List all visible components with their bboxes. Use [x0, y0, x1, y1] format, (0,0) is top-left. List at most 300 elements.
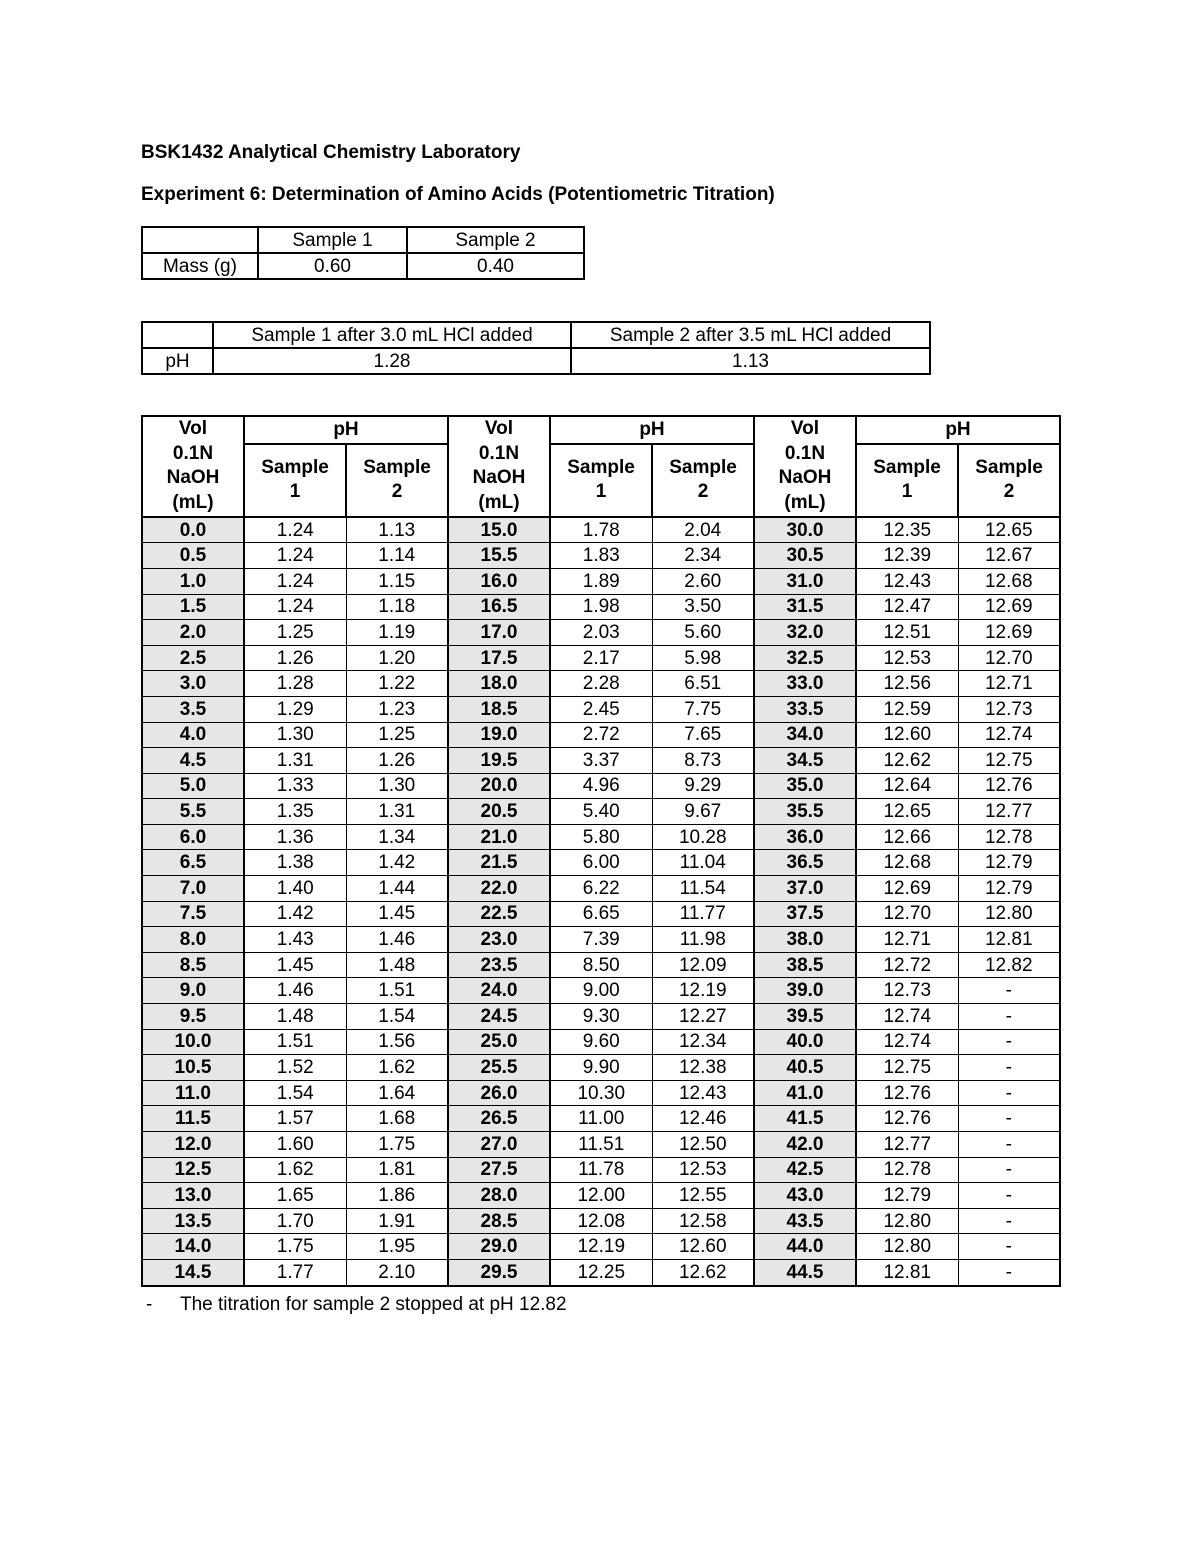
ph-sample-2-cell-block-1: 1.48	[346, 952, 448, 978]
ph-sample-2-cell-block-1: 1.91	[346, 1208, 448, 1234]
ph-sample-2-cell-block-3: 12.77	[958, 799, 1060, 825]
ph-sample-1-cell-block-3: 12.76	[856, 1106, 958, 1132]
table-row	[142, 824, 1060, 850]
table-row	[142, 1055, 1060, 1081]
vol-cell-block-2: 17.0	[448, 620, 550, 646]
ph-sample-2-cell-block-2: 2.04	[652, 517, 754, 543]
vol-cell-block-1: 14.5	[142, 1259, 244, 1285]
vol-cell-block-3: 38.5	[754, 952, 856, 978]
ph-sample-1-cell-block-2: 2.45	[550, 696, 652, 722]
ph-sample-2-cell-block-3: -	[958, 1055, 1060, 1081]
vol-cell-block-1: 12.5	[142, 1157, 244, 1183]
vol-cell-block-3: 35.0	[754, 773, 856, 799]
ph-sample-1-cell-block-3: 12.77	[856, 1132, 958, 1158]
vol-cell-block-3: 30.5	[754, 543, 856, 569]
vol-cell-block-3: 31.0	[754, 568, 856, 594]
vol-cell-block-1: 9.0	[142, 978, 244, 1004]
vol-cell-block-3: 30.0	[754, 517, 856, 543]
ph-sample-2-cell-block-2: 5.60	[652, 620, 754, 646]
ph-sample-1-cell-block-1: 1.35	[244, 799, 346, 825]
vol-cell-block-1: 9.5	[142, 1004, 244, 1030]
ph-sample-1-cell-block-2: 12.19	[550, 1234, 652, 1260]
ph-sample-1-cell-block-1: 1.52	[244, 1055, 346, 1081]
titration-table	[141, 415, 1061, 1287]
ph-sample-2-cell-block-1: 1.54	[346, 1004, 448, 1030]
vol-cell-block-1: 6.5	[142, 850, 244, 876]
ph-sample-1-cell-block-1: 1.75	[244, 1234, 346, 1260]
ph-sample-2-cell-block-3: 12.75	[958, 748, 1060, 774]
vol-cell-block-2: 21.5	[448, 850, 550, 876]
ph-sample-2-cell-block-3: 12.69	[958, 594, 1060, 620]
ph-sample-2-cell-block-3: 12.81	[958, 927, 1060, 953]
sample-2-header-block-1: Sample 2	[346, 444, 448, 517]
ph-sample-1-cell-block-2: 6.22	[550, 876, 652, 902]
ph-sample-2-cell-block-1: 1.81	[346, 1157, 448, 1183]
ph-sample-2-cell-block-2: 9.67	[652, 799, 754, 825]
ph-sample-2-cell-block-3: 12.68	[958, 568, 1060, 594]
ph-sample-1-cell-block-2: 1.89	[550, 568, 652, 594]
document-title: BSK1432 Analytical Chemistry Laboratory	[141, 142, 521, 163]
vol-cell-block-3: 44.0	[754, 1234, 856, 1260]
ph-sample-1-cell-block-2: 7.39	[550, 927, 652, 953]
vol-cell-block-1: 5.5	[142, 799, 244, 825]
ph-sample-2-cell-block-3: -	[958, 1259, 1060, 1285]
table-row	[142, 517, 1060, 543]
ph-sample-1-cell-block-3: 12.39	[856, 543, 958, 569]
vol-cell-block-2: 28.0	[448, 1183, 550, 1209]
vol-cell-block-3: 44.5	[754, 1259, 856, 1285]
ph-sample-1-cell-block-2: 12.08	[550, 1208, 652, 1234]
ph-sample-2-cell-block-1: 1.51	[346, 978, 448, 1004]
ph-sample-2-cell-block-3: 12.65	[958, 517, 1060, 543]
table-row	[142, 1208, 1060, 1234]
ph-sample-2-cell-block-2: 10.28	[652, 824, 754, 850]
initial-ph-value-sample-2: 1.13	[571, 348, 930, 374]
ph-sample-1-cell-block-3: 12.68	[856, 850, 958, 876]
vol-header-block-3: Vol 0.1N NaOH (mL)	[754, 416, 856, 517]
vol-cell-block-1: 7.5	[142, 901, 244, 927]
ph-sample-1-cell-block-1: 1.51	[244, 1029, 346, 1055]
ph-sample-2-cell-block-1: 1.25	[346, 722, 448, 748]
ph-sample-2-cell-block-3: 12.73	[958, 696, 1060, 722]
table-row	[142, 901, 1060, 927]
sample-2-header-block-2: Sample 2	[652, 444, 754, 517]
vol-cell-block-2: 19.0	[448, 722, 550, 748]
ph-sample-2-cell-block-1: 1.26	[346, 748, 448, 774]
initial-ph-value-sample-1: 1.28	[213, 348, 571, 374]
table-row	[142, 696, 1060, 722]
initial-ph-header-sample-2: Sample 2 after 3.5 mL HCl added	[571, 322, 930, 348]
vol-cell-block-3: 43.5	[754, 1208, 856, 1234]
ph-sample-1-cell-block-2: 2.03	[550, 620, 652, 646]
vol-cell-block-2: 15.0	[448, 517, 550, 543]
ph-sample-1-cell-block-3: 12.78	[856, 1157, 958, 1183]
ph-sample-2-cell-block-2: 12.38	[652, 1055, 754, 1081]
ph-sample-1-cell-block-3: 12.53	[856, 645, 958, 671]
ph-sample-1-cell-block-2: 2.72	[550, 722, 652, 748]
vol-cell-block-1: 7.0	[142, 876, 244, 902]
vol-cell-block-3: 37.0	[754, 876, 856, 902]
ph-sample-1-cell-block-2: 1.83	[550, 543, 652, 569]
table-row	[142, 1029, 1060, 1055]
mass-value-sample-1: 0.60	[258, 253, 407, 279]
table-row	[142, 645, 1060, 671]
vol-cell-block-2: 29.5	[448, 1259, 550, 1285]
ph-sample-1-cell-block-1: 1.30	[244, 722, 346, 748]
vol-cell-block-3: 34.5	[754, 748, 856, 774]
ph-sample-1-cell-block-3: 12.75	[856, 1055, 958, 1081]
ph-sample-1-cell-block-2: 1.98	[550, 594, 652, 620]
ph-sample-2-cell-block-2: 12.50	[652, 1132, 754, 1158]
ph-sample-2-cell-block-1: 1.22	[346, 671, 448, 697]
ph-sample-2-cell-block-3: 12.74	[958, 722, 1060, 748]
table-row	[142, 799, 1060, 825]
ph-sample-2-cell-block-2: 11.77	[652, 901, 754, 927]
ph-sample-2-cell-block-2: 2.60	[652, 568, 754, 594]
ph-sample-1-cell-block-1: 1.65	[244, 1183, 346, 1209]
vol-cell-block-1: 13.0	[142, 1183, 244, 1209]
ph-sample-1-cell-block-3: 12.80	[856, 1234, 958, 1260]
ph-sample-1-cell-block-2: 2.17	[550, 645, 652, 671]
table-row	[142, 1080, 1060, 1106]
ph-sample-1-cell-block-2: 5.80	[550, 824, 652, 850]
table-row	[142, 1157, 1060, 1183]
ph-sample-1-cell-block-1: 1.24	[244, 517, 346, 543]
mass-table-row-label: Mass (g)	[142, 253, 258, 279]
vol-cell-block-2: 26.0	[448, 1080, 550, 1106]
ph-sample-2-cell-block-2: 6.51	[652, 671, 754, 697]
ph-sample-2-cell-block-2: 11.54	[652, 876, 754, 902]
ph-sample-1-cell-block-1: 1.29	[244, 696, 346, 722]
vol-cell-block-1: 12.0	[142, 1132, 244, 1158]
ph-sample-1-cell-block-2: 4.96	[550, 773, 652, 799]
ph-sample-2-cell-block-3: 12.67	[958, 543, 1060, 569]
initial-ph-row-label: pH	[142, 348, 213, 374]
ph-header-block-2: pH	[550, 416, 754, 444]
ph-sample-1-cell-block-2: 6.65	[550, 901, 652, 927]
ph-sample-1-cell-block-2: 8.50	[550, 952, 652, 978]
table-row	[142, 850, 1060, 876]
ph-sample-2-cell-block-3: 12.79	[958, 850, 1060, 876]
ph-sample-2-cell-block-2: 3.50	[652, 594, 754, 620]
ph-sample-2-cell-block-2: 7.75	[652, 696, 754, 722]
ph-sample-2-cell-block-1: 1.13	[346, 517, 448, 543]
ph-header-block-3: pH	[856, 416, 1060, 444]
ph-sample-1-cell-block-3: 12.51	[856, 620, 958, 646]
ph-sample-2-cell-block-1: 1.18	[346, 594, 448, 620]
vol-cell-block-3: 39.0	[754, 978, 856, 1004]
initial-ph-table	[141, 321, 931, 375]
ph-sample-2-cell-block-3: 12.70	[958, 645, 1060, 671]
ph-sample-1-cell-block-1: 1.28	[244, 671, 346, 697]
ph-sample-2-cell-block-3: -	[958, 1157, 1060, 1183]
ph-sample-2-cell-block-2: 12.19	[652, 978, 754, 1004]
vol-cell-block-2: 29.0	[448, 1234, 550, 1260]
ph-sample-1-cell-block-3: 12.56	[856, 671, 958, 697]
ph-sample-2-cell-block-3: -	[958, 1183, 1060, 1209]
vol-cell-block-3: 39.5	[754, 1004, 856, 1030]
ph-sample-1-cell-block-1: 1.36	[244, 824, 346, 850]
ph-sample-2-cell-block-2: 12.46	[652, 1106, 754, 1132]
ph-sample-1-cell-block-3: 12.72	[856, 952, 958, 978]
vol-cell-block-2: 27.5	[448, 1157, 550, 1183]
vol-cell-block-1: 10.5	[142, 1055, 244, 1081]
vol-cell-block-1: 3.5	[142, 696, 244, 722]
ph-sample-2-cell-block-3: -	[958, 1132, 1060, 1158]
ph-sample-2-cell-block-1: 1.20	[346, 645, 448, 671]
ph-sample-1-cell-block-3: 12.73	[856, 978, 958, 1004]
initial-ph-header-row	[142, 322, 930, 348]
ph-sample-2-cell-block-2: 11.04	[652, 850, 754, 876]
vol-cell-block-1: 11.5	[142, 1106, 244, 1132]
ph-sample-1-cell-block-3: 12.59	[856, 696, 958, 722]
ph-sample-2-cell-block-3: 12.76	[958, 773, 1060, 799]
ph-sample-2-cell-block-3: -	[958, 978, 1060, 1004]
vol-cell-block-3: 32.5	[754, 645, 856, 671]
vol-cell-block-3: 42.5	[754, 1157, 856, 1183]
vol-cell-block-2: 17.5	[448, 645, 550, 671]
table-row	[142, 978, 1060, 1004]
ph-sample-1-cell-block-3: 12.76	[856, 1080, 958, 1106]
ph-sample-1-cell-block-3: 12.47	[856, 594, 958, 620]
mass-table-corner	[142, 227, 258, 253]
vol-cell-block-1: 1.0	[142, 568, 244, 594]
ph-sample-1-cell-block-1: 1.24	[244, 543, 346, 569]
vol-cell-block-1: 2.0	[142, 620, 244, 646]
ph-sample-1-cell-block-1: 1.24	[244, 594, 346, 620]
sample-1-header-block-1: Sample 1	[244, 444, 346, 517]
vol-cell-block-3: 32.0	[754, 620, 856, 646]
ph-sample-1-cell-block-3: 12.35	[856, 517, 958, 543]
ph-sample-1-cell-block-3: 12.65	[856, 799, 958, 825]
ph-sample-2-cell-block-3: -	[958, 1208, 1060, 1234]
footnote	[146, 1294, 567, 1316]
vol-cell-block-2: 15.5	[448, 543, 550, 569]
ph-sample-1-cell-block-3: 12.64	[856, 773, 958, 799]
vol-cell-block-2: 19.5	[448, 748, 550, 774]
ph-sample-1-cell-block-2: 11.00	[550, 1106, 652, 1132]
table-row	[142, 927, 1060, 953]
ph-sample-1-cell-block-2: 9.60	[550, 1029, 652, 1055]
table-row	[142, 1183, 1060, 1209]
ph-sample-1-cell-block-3: 12.69	[856, 876, 958, 902]
vol-cell-block-2: 20.5	[448, 799, 550, 825]
vol-cell-block-3: 41.0	[754, 1080, 856, 1106]
ph-sample-1-cell-block-1: 1.25	[244, 620, 346, 646]
ph-sample-2-cell-block-2: 12.27	[652, 1004, 754, 1030]
vol-cell-block-1: 2.5	[142, 645, 244, 671]
ph-sample-2-cell-block-1: 1.15	[346, 568, 448, 594]
ph-sample-1-cell-block-3: 12.62	[856, 748, 958, 774]
vol-cell-block-2: 16.0	[448, 568, 550, 594]
ph-sample-2-cell-block-1: 1.75	[346, 1132, 448, 1158]
ph-sample-2-cell-block-1: 1.31	[346, 799, 448, 825]
ph-sample-1-cell-block-2: 12.25	[550, 1259, 652, 1285]
table-row	[142, 952, 1060, 978]
ph-sample-2-cell-block-2: 5.98	[652, 645, 754, 671]
table-row	[142, 876, 1060, 902]
ph-sample-1-cell-block-2: 10.30	[550, 1080, 652, 1106]
vol-cell-block-3: 43.0	[754, 1183, 856, 1209]
ph-sample-2-cell-block-2: 11.98	[652, 927, 754, 953]
ph-sample-2-cell-block-1: 1.14	[346, 543, 448, 569]
vol-cell-block-3: 41.5	[754, 1106, 856, 1132]
footnote-marker: -	[146, 1294, 153, 1315]
ph-sample-1-cell-block-1: 1.62	[244, 1157, 346, 1183]
mass-value-sample-2: 0.40	[407, 253, 584, 279]
ph-sample-2-cell-block-3: 12.80	[958, 901, 1060, 927]
vol-cell-block-2: 28.5	[448, 1208, 550, 1234]
ph-sample-1-cell-block-3: 12.71	[856, 927, 958, 953]
table-row	[142, 671, 1060, 697]
vol-cell-block-2: 18.5	[448, 696, 550, 722]
initial-ph-row	[142, 348, 930, 374]
vol-cell-block-1: 11.0	[142, 1080, 244, 1106]
mass-table	[141, 226, 585, 280]
vol-header-block-1: Vol 0.1N NaOH (mL)	[142, 416, 244, 517]
vol-cell-block-3: 37.5	[754, 901, 856, 927]
ph-sample-1-cell-block-2: 9.00	[550, 978, 652, 1004]
ph-sample-1-cell-block-1: 1.24	[244, 568, 346, 594]
footnote-text: The titration for sample 2 stopped at pH 12.82	[180, 1294, 567, 1315]
ph-sample-1-cell-block-2: 11.78	[550, 1157, 652, 1183]
ph-sample-2-cell-block-2: 2.34	[652, 543, 754, 569]
ph-sample-1-cell-block-1: 1.54	[244, 1080, 346, 1106]
ph-sample-1-cell-block-1: 1.43	[244, 927, 346, 953]
vol-cell-block-1: 0.5	[142, 543, 244, 569]
ph-sample-1-cell-block-1: 1.31	[244, 748, 346, 774]
vol-cell-block-1: 13.5	[142, 1208, 244, 1234]
vol-cell-block-1: 4.5	[142, 748, 244, 774]
mass-table-row	[142, 253, 584, 279]
vol-cell-block-2: 21.0	[448, 824, 550, 850]
vol-cell-block-2: 22.5	[448, 901, 550, 927]
ph-header-block-1: pH	[244, 416, 448, 444]
mass-table-header-row	[142, 227, 584, 253]
ph-sample-2-cell-block-1: 1.46	[346, 927, 448, 953]
ph-sample-1-cell-block-1: 1.45	[244, 952, 346, 978]
ph-sample-1-cell-block-2: 12.00	[550, 1183, 652, 1209]
ph-sample-1-cell-block-1: 1.38	[244, 850, 346, 876]
titration-header-row-1	[142, 416, 1060, 444]
table-row	[142, 748, 1060, 774]
ph-sample-1-cell-block-2: 1.78	[550, 517, 652, 543]
sample-1-header-block-2: Sample 1	[550, 444, 652, 517]
ph-sample-1-cell-block-3: 12.80	[856, 1208, 958, 1234]
ph-sample-2-cell-block-1: 1.62	[346, 1055, 448, 1081]
titration-header-row-2	[142, 444, 1060, 517]
ph-sample-1-cell-block-1: 1.48	[244, 1004, 346, 1030]
titration-body	[142, 517, 1060, 1286]
ph-sample-2-cell-block-3: -	[958, 1080, 1060, 1106]
vol-cell-block-1: 1.5	[142, 594, 244, 620]
vol-cell-block-2: 25.5	[448, 1055, 550, 1081]
ph-sample-2-cell-block-1: 1.42	[346, 850, 448, 876]
table-row	[142, 620, 1060, 646]
table-row	[142, 543, 1060, 569]
vol-header-block-2: Vol 0.1N NaOH (mL)	[448, 416, 550, 517]
ph-sample-1-cell-block-2: 2.28	[550, 671, 652, 697]
vol-cell-block-2: 16.5	[448, 594, 550, 620]
initial-ph-corner	[142, 322, 213, 348]
ph-sample-2-cell-block-3: -	[958, 1004, 1060, 1030]
ph-sample-2-cell-block-3: -	[958, 1029, 1060, 1055]
table-row	[142, 594, 1060, 620]
vol-cell-block-3: 31.5	[754, 594, 856, 620]
ph-sample-2-cell-block-3: 12.78	[958, 824, 1060, 850]
vol-cell-block-3: 33.0	[754, 671, 856, 697]
vol-cell-block-2: 23.5	[448, 952, 550, 978]
ph-sample-1-cell-block-2: 11.51	[550, 1132, 652, 1158]
ph-sample-2-cell-block-1: 1.64	[346, 1080, 448, 1106]
vol-cell-block-3: 34.0	[754, 722, 856, 748]
ph-sample-2-cell-block-1: 1.34	[346, 824, 448, 850]
ph-sample-2-cell-block-1: 2.10	[346, 1259, 448, 1285]
vol-cell-block-2: 27.0	[448, 1132, 550, 1158]
ph-sample-1-cell-block-1: 1.77	[244, 1259, 346, 1285]
ph-sample-2-cell-block-2: 9.29	[652, 773, 754, 799]
mass-table-header-sample-2: Sample 2	[407, 227, 584, 253]
document-subtitle: Experiment 6: Determination of Amino Acids (Potentiometric Titration)	[141, 184, 775, 205]
ph-sample-2-cell-block-3: -	[958, 1106, 1060, 1132]
ph-sample-1-cell-block-2: 5.40	[550, 799, 652, 825]
ph-sample-2-cell-block-2: 12.62	[652, 1259, 754, 1285]
vol-cell-block-2: 18.0	[448, 671, 550, 697]
ph-sample-1-cell-block-1: 1.57	[244, 1106, 346, 1132]
vol-cell-block-1: 10.0	[142, 1029, 244, 1055]
ph-sample-2-cell-block-3: 12.71	[958, 671, 1060, 697]
vol-cell-block-3: 40.5	[754, 1055, 856, 1081]
table-row	[142, 722, 1060, 748]
ph-sample-2-cell-block-3: 12.79	[958, 876, 1060, 902]
vol-cell-block-1: 4.0	[142, 722, 244, 748]
ph-sample-1-cell-block-1: 1.70	[244, 1208, 346, 1234]
ph-sample-1-cell-block-3: 12.43	[856, 568, 958, 594]
sample-2-header-block-3: Sample 2	[958, 444, 1060, 517]
ph-sample-1-cell-block-3: 12.66	[856, 824, 958, 850]
ph-sample-2-cell-block-1: 1.45	[346, 901, 448, 927]
vol-cell-block-3: 33.5	[754, 696, 856, 722]
vol-cell-block-1: 8.5	[142, 952, 244, 978]
ph-sample-2-cell-block-3: 12.69	[958, 620, 1060, 646]
ph-sample-2-cell-block-2: 12.60	[652, 1234, 754, 1260]
ph-sample-2-cell-block-1: 1.56	[346, 1029, 448, 1055]
ph-sample-1-cell-block-1: 1.42	[244, 901, 346, 927]
vol-cell-block-2: 26.5	[448, 1106, 550, 1132]
ph-sample-1-cell-block-3: 12.70	[856, 901, 958, 927]
ph-sample-1-cell-block-3: 12.81	[856, 1259, 958, 1285]
ph-sample-2-cell-block-1: 1.68	[346, 1106, 448, 1132]
table-row	[142, 1259, 1060, 1285]
vol-cell-block-2: 22.0	[448, 876, 550, 902]
table-row	[142, 773, 1060, 799]
vol-cell-block-3: 35.5	[754, 799, 856, 825]
ph-sample-1-cell-block-1: 1.46	[244, 978, 346, 1004]
vol-cell-block-2: 23.0	[448, 927, 550, 953]
vol-cell-block-2: 24.0	[448, 978, 550, 1004]
ph-sample-2-cell-block-2: 12.09	[652, 952, 754, 978]
ph-sample-1-cell-block-2: 9.90	[550, 1055, 652, 1081]
ph-sample-2-cell-block-1: 1.86	[346, 1183, 448, 1209]
sample-1-header-block-3: Sample 1	[856, 444, 958, 517]
table-row	[142, 1234, 1060, 1260]
mass-table-header-sample-1: Sample 1	[258, 227, 407, 253]
vol-cell-block-1: 6.0	[142, 824, 244, 850]
ph-sample-2-cell-block-3: 12.82	[958, 952, 1060, 978]
ph-sample-2-cell-block-1: 1.30	[346, 773, 448, 799]
table-row	[142, 1004, 1060, 1030]
ph-sample-1-cell-block-3: 12.60	[856, 722, 958, 748]
